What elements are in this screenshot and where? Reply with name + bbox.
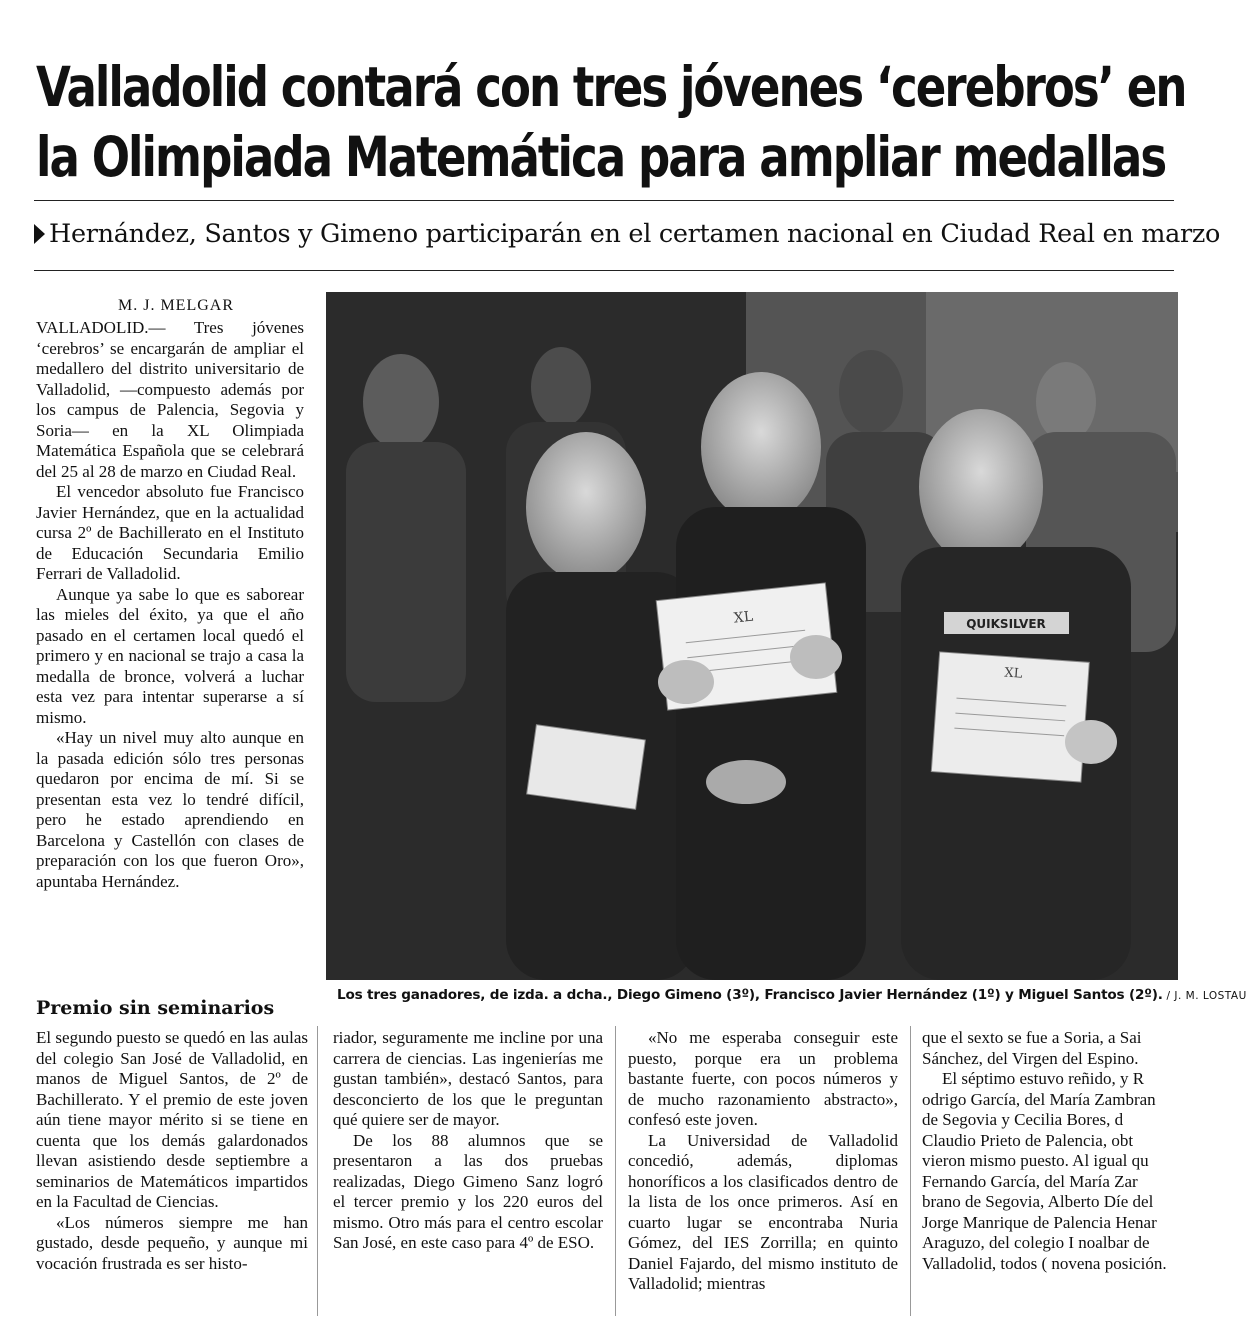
caption-text: Los tres ganadores, de izda. a dcha., Diego Gimeno (3º), Francisco Javier Hernández (1º) y Miguel Santos (2º).	[337, 987, 1163, 1003]
paragraph: «Hay un nivel muy alto aunque en la pasada edición sólo tres personas quedaron por encima de mí. Si se presentan esta vez lo tendré difícil, pero he estado aprendiendo en Barcelona y Castellón con clases de preparación con los que fueron Oro», apuntaba Hernández.	[36, 728, 304, 891]
photo-caption	[337, 986, 1247, 1005]
paragraph: El segundo puesto se quedó en las aulas del colegio San José de Valladolid, en manos de Miguel Santos, de 2º de Bachillerato. Y el premio de este joven aún tiene mayor mérito si se tiene en cuenta que los demás galardonados llevan asistiendo desde septiembre a seminarios de Matemáticos impartidos en la Facultad de Ciencias.	[36, 1028, 308, 1211]
column-1-bottom	[36, 1028, 308, 1274]
paragraph: riador, seguramente me incline por una carrera de ciencias. Las ingenierías me gustan también», destacó Santos, para desconcierto de los que le preguntan qué quiere ser de mayor.	[333, 1028, 603, 1129]
photo-credit: / J. M. LOSTAU	[1162, 990, 1247, 1002]
column-divider	[317, 1026, 318, 1316]
photo-illustration	[326, 292, 1178, 980]
paragraph: De los 88 alumnos que se presentaron a las dos pruebas realizadas, Diego Gimeno Sanz logró el tercer premio y los 220 euros del mismo. Otro más para el centro escolar San José, en este caso para 4º de ESO.	[333, 1130, 603, 1252]
column-3	[628, 1028, 898, 1295]
deck-text: Hernández, Santos y Gimeno participarán en el certamen nacional en Ciudad Real en marzo	[49, 219, 1221, 249]
deck-divider	[34, 270, 1174, 271]
subhead: Premio sin seminarios	[36, 997, 275, 1019]
paragraph: «Los números siempre me han gustado, desde pequeño, y aunque mi vocación frustrada es ser histo-	[36, 1212, 308, 1273]
paragraph: El vencedor absoluto fue Francisco Javier Hernández, que en la actualidad cursa 2º de Bachillerato en el Instituto de Educación Secundaria Emilio Ferrari de Valladolid.	[36, 482, 304, 583]
certificate-title: XL	[1003, 665, 1023, 682]
paragraph: La Universidad de Valladolid concedió, además, diplomas honoríficos a los clasificados dentro de la lista de los once primeros. Así en cuarto lugar se encontraba Nuria Gómez, del IES Zorrilla; en quinto Daniel Fajardo, del mismo instituto de Valladolid; mientras	[628, 1130, 898, 1293]
headline	[36, 52, 1186, 192]
paragraph: que el sexto se fue a Soria, a Sai Sánchez, del Virgen del Espino.	[922, 1028, 1142, 1068]
headline-line-2: la Olimpiada Matemática para ampliar medallas	[36, 125, 1166, 189]
column-2	[333, 1028, 603, 1254]
news-photo	[326, 292, 1178, 980]
column-divider	[615, 1026, 616, 1316]
byline: M. J. MELGAR	[117, 297, 234, 314]
deck	[34, 216, 1221, 252]
column-1-top	[36, 318, 304, 892]
bullet-triangle-icon	[34, 224, 45, 244]
top-divider	[34, 200, 1174, 201]
sweater-text: QUIKSILVER	[966, 617, 1046, 631]
paragraph: Aunque ya sabe lo que es saborear las mieles del éxito, ya que el año pasado en el certamen local quedó el primero y en nacional se trajo a casa la medalla de bronce, volverá a luchar esta vez para intentar superarse a sí mismo.	[36, 584, 304, 727]
paragraph: El séptimo estuvo reñido, y R odrigo García, del María Zambran de Segovia y Cecilia Bores, d Claudio Prieto de Palencia, obt vieron mismo puesto. Al igual qu Fernando García, del María Zar brano de Segovia, Alberto Díe del Jorge Manrique de Palencia Henar Araguzo, del colegio I noalbar de Valladolid, todos ( novena posición.	[922, 1069, 1167, 1273]
headline-line-1: Valladolid contará con tres jóvenes ‘cerebros’ en	[36, 55, 1186, 119]
column-4	[922, 1028, 1172, 1274]
certificate-title: XL	[733, 608, 754, 627]
paragraph: «No me esperaba conseguir este puesto, porque era un problema bastante fuerte, con pocos números y de mucho razonamiento abstracto», confesó este joven.	[628, 1028, 898, 1129]
paragraph: VALLADOLID.— Tres jóvenes ‘cerebros’ se encargarán de ampliar el medallero del distrito universitario de Valladolid, —compuesto además por los campus de Palencia, Segovia y Soria— en la XL Olimpiada Matemática Española que se celebrará del 25 al 28 de marzo en Ciudad Real.	[36, 318, 304, 481]
column-divider	[910, 1026, 911, 1316]
